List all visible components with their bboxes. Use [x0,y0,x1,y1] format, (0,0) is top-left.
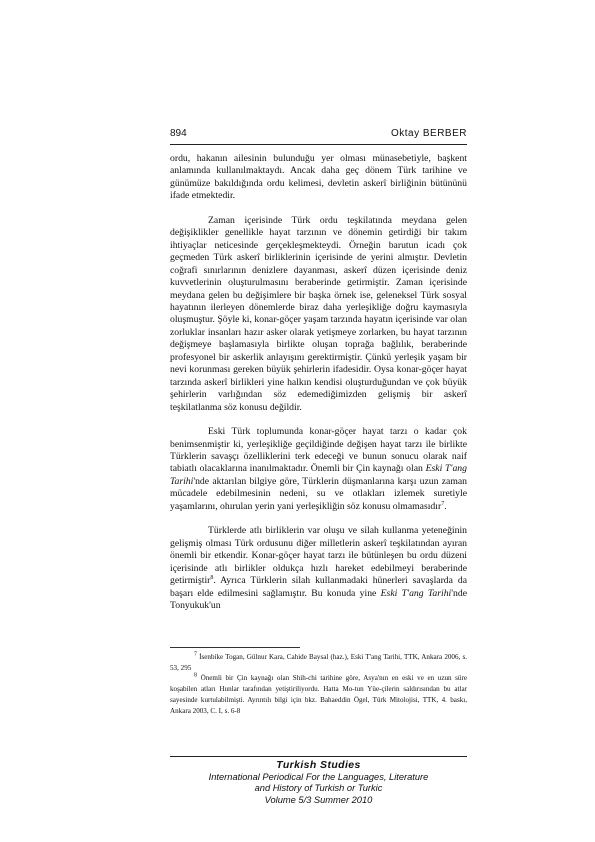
footnote-8 [170,673,467,716]
footnote-7-number: 7 [194,651,197,658]
body-text [170,153,467,612]
footer-rule [170,756,467,757]
page-header [170,128,467,143]
paragraph-3-text-a: Eski Türk toplumunda konar-göçer hayat tarzı o kadar çok benimsenmiştir ki, yerleşikliğe geçildiğinde değişen hayat tarzı ile birlikte Türklerin savaşçı özelliklerini terk edeceği ve bunun sonucu olarak naif tabiatlı olacaklarına inanılmaktadır. Önemli bir Çin kaynağı olan [170,426,467,475]
paragraph-4 [170,525,467,612]
paragraph-4-text-c: 'nde Tonyukuk'un [170,587,467,611]
paragraph-2: Zaman içerisinde Türk ordu teşkilatında meydana gelen değişiklikler genellikle hayat tarzının ve dönemin getirdiği bir takım ihtiyaçlar neticesinde gerçekleşmekteydi. Örneğin barutun icadı çok geçmeden Türk askerî birliklerinin içerisinde de yerini almıştır. Devletin coğrafi sınırlarının denizlere dayanması, askerî düzen içerisinde deniz kuvvetlerinin oluşturulmasını beraberinde getirmiştir. Zaman içerisinde meydana gelen bu değişimlere bir başka örnek ise, geleneksel Türk sosyal hayatının ilerleyen dönemlerde biraz daha yerleşikliğe doğru kaymasıyla oluşmuştur. Şöyle ki, konar-göçer yaşam tarzında hayatın içerisinde var olan zorluklar insanları hazır asker olarak yetişmeye zorlarken, bu hayat tarzının değişmeye başlamasıyla birlikte oluşan toprağa bağlılık, beraberinde profesyonel bir askerlik anlayışını gerektirmiştir. Çünkü yerleşik yaşam bir nevi korunması gereken büyük şehirlerin ifadesidir. Oysa konar-göçer hayat tarzında askerî birlikleri yine halkın kendisi oluşturduğundan ve çok büyük şehirlerin varlığından söz edemediğimizden gelişmiş bir askerî teşkilatlanma söz konusu değildir. [170,214,467,413]
footnote-8-text: Önemli bir Çin kaynağı olan Shih-chi tarihine göre, Asya'nın en eski ve en uzun süre koşabilen atları Hunlar tarafından yetiştiriliyordu. Hatta Mo-tun Yüe-çilerin saldırısından bu atlar sayesinde kurtulabilmişti. Ayrıntılı bilgi için bkz. Bahaeddin Ögel, Türk Mitolojisi, TTK, 4. baskı, Ankara 2003, C. I, s. 6-8 [170,674,467,715]
journal-volume: Volume 5/3 Summer 2010 [264,794,373,805]
footnote-8-number: 8 [194,673,197,680]
journal-subtitle-line-1: International Periodical For the Languages, Literature [208,771,429,782]
journal-title: Turkish Studies [276,759,361,771]
source-title-eski-tang-tarihi: Eski T'ang Tarihi [380,587,452,599]
journal-footer [170,760,467,806]
source-title-eski-tang-tarihi: Eski T'ang Tarihi [170,463,467,487]
footnote-7-text: İsenbike Togan, Gülnur Kara, Cahide Baysal (haz.), Eski T'ang Tarihi, TTK, Ankara 2006, s. 53, 295 [170,653,467,672]
paragraph-4-text-a: Türklerde atlı birliklerin var oluşu ve silah kullanma yeteneğinin gelişmiş olması Türk ordusunu diğer milletlerin askerî teşkilatından ayıran önemli bir etkendir. Konar-göçer hayat tarzı ile bütünleşen bu ordu düzeni içerisinde atlı birlikler oldukça hızlı hareket edebilmeyi beraberinde getirmiştir [170,525,467,587]
footnotes [170,652,467,716]
paragraph-3-text-b: 'nde aktarılan bilgiye göre, Türklerin düşmanlarına karşı uzun zaman mücadele edebilmesinin nedeni, su ve otlakları izlemek suretiyle yaşamlarını, ohırulan yerin yani yerleşikliğin söz konusu olmamasıdır [170,475,467,512]
paragraph-3-end: . [444,500,447,512]
footnote-ref-7[interactable]: 7 [441,500,445,507]
header-rule [170,144,467,145]
footnote-ref-8[interactable]: 8 [210,574,214,581]
paragraph-3 [170,426,467,513]
paragraph-1: ordu, hakanın ailesinin bulunduğu yer olması münasebetiyle, başkent anlamında kullanılmaktaydı. Ancak daha geç dönem Türk tarihine ve günümüze bakıldığında ordu kelimesi, devletin askerî birliğinin bütününü ifade etmektedir. [170,153,467,202]
page-number: 894 [170,128,187,139]
journal-subtitle-line-2: and History of Turkish or Turkic [254,783,383,793]
footnote-separator [170,647,300,648]
footnote-7 [170,652,467,673]
paragraph-4-text-b: . Ayrıca Türklerin silah kullanmadaki hünerleri savaşlarda da başarı elde edilmesini sağlamıştır. Bu konuda yine [170,575,467,599]
running-head-author: Oktay BERBER [390,128,467,139]
